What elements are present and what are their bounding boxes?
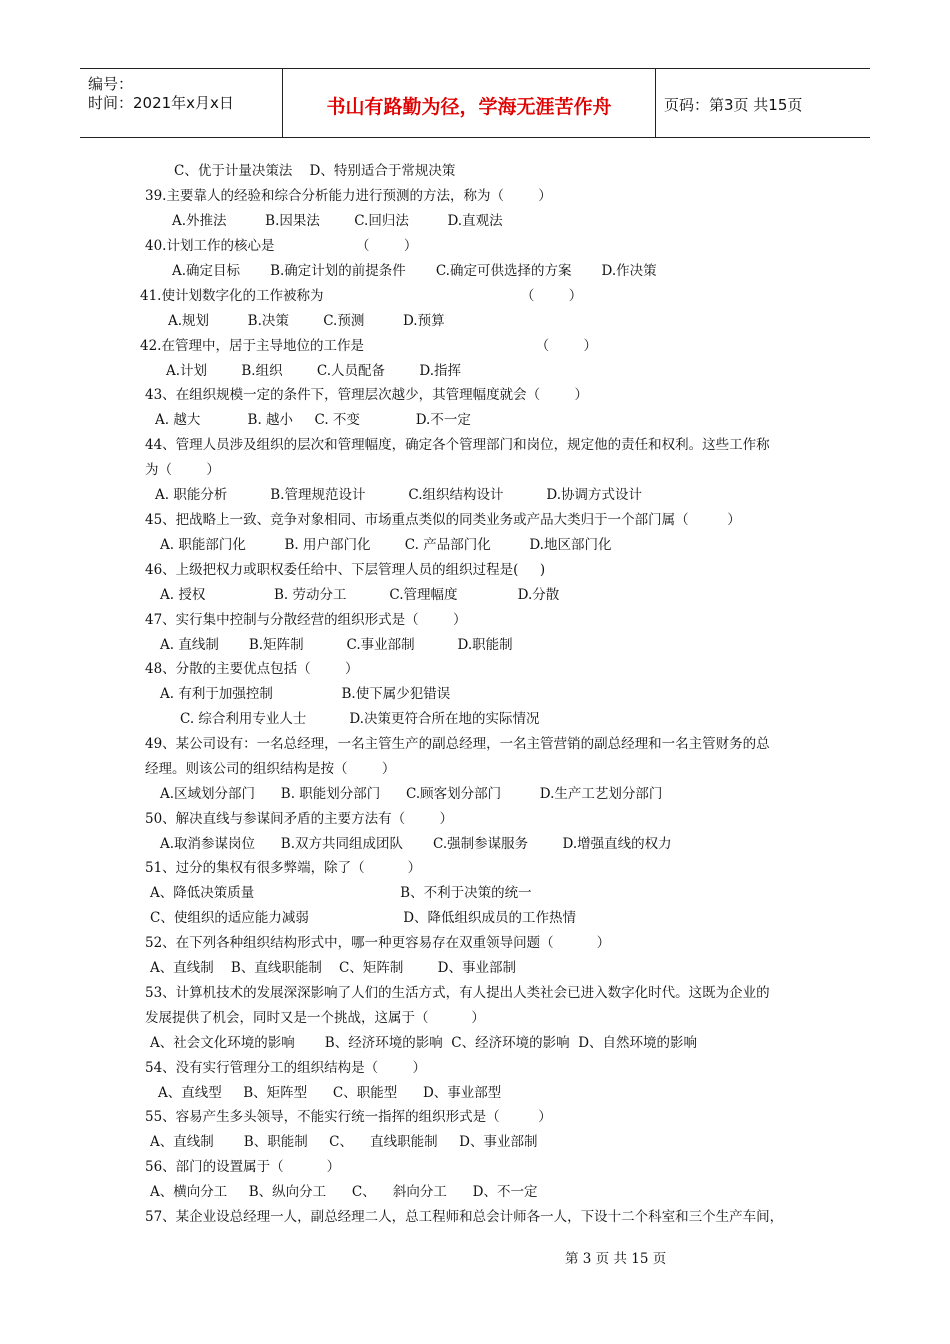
text-line: A、社会文化环境的影响 B、经济环境的影响 C、经济环境的影响 D、自然环境的影响 bbox=[150, 1035, 698, 1051]
text-line: 57、某企业设总经理一人，副总经理二人，总工程师和总会计师各一人，下设十二个科室和三个生产车间， bbox=[145, 1209, 784, 1225]
text-line: A.确定目标 B.确定计划的前提条件 C.确定可供选择的方案 D.作决策 bbox=[172, 263, 657, 279]
text-line: 经理。则该公司的组织结构是按（ ） bbox=[145, 761, 396, 777]
text-line: 41.使计划数字化的工作被称为 （ ） bbox=[140, 288, 583, 304]
motto-text: 书山有路勤为径，学海无涯苦作舟 bbox=[326, 96, 612, 118]
text-line: A.区域划分部门 B. 职能划分部门 C.顾客划分部门 D.生产工艺划分部门 bbox=[160, 786, 663, 802]
text-line: 50、解决直线与参谋间矛盾的主要方法有（ ） bbox=[145, 811, 454, 827]
text-line: A、直线制 B、直线职能制 C、矩阵制 D、事业部制 bbox=[150, 960, 516, 976]
text-line: A. 职能部门化 B. 用户部门化 C. 产品部门化 D.地区部门化 bbox=[160, 537, 612, 553]
text-line: C、使组织的适应能力减弱 D、降低组织成员的工作热情 bbox=[150, 910, 577, 926]
text-line: A、横向分工 B、纵向分工 C、 斜向分工 D、不一定 bbox=[150, 1184, 538, 1200]
text-line: 56、部门的设置属于（ ） bbox=[145, 1159, 341, 1175]
time-label: 时间：2021年x月x日 bbox=[88, 94, 234, 112]
text-line: C、优于计量决策法 D、特别适合于常规决策 bbox=[174, 163, 456, 179]
text-line: 为（ ） bbox=[145, 462, 220, 478]
text-line: 45、把战略上一致、竞争对象相同、市场重点类似的同类业务或产品大类归于一个部门属（ ） bbox=[145, 512, 741, 528]
text-line: A、降低决策质量 B、不利于决策的统一 bbox=[150, 885, 532, 901]
text-line: 53、计算机技术的发展深深影响了人们的生活方式，有人提出人类社会已进入数字化时代。这既为企业的 bbox=[145, 985, 770, 1001]
page-number-label: 页码：第3页 共15页 bbox=[664, 96, 803, 114]
text-line: 40.计划工作的核心是 （ ） bbox=[145, 238, 418, 254]
serial-label: 编号： bbox=[88, 75, 134, 93]
text-line: A.规划 B.决策 C.预测 D.预算 bbox=[168, 313, 445, 329]
text-line: A.取消参谋岗位 B.双方共同组成团队 C.强制参谋服务 D.增强直线的权力 bbox=[160, 836, 672, 852]
header-page-cell bbox=[656, 69, 870, 137]
text-line: A、直线型 B、矩阵型 C、职能型 D、事业部型 bbox=[158, 1085, 502, 1101]
text-line: 44、管理人员涉及组织的层次和管理幅度，确定各个管理部门和岗位，规定他的责任和权利。这些工作称 bbox=[145, 437, 770, 453]
text-line: 51、过分的集权有很多弊端，除了（ ） bbox=[145, 860, 422, 876]
text-line: 54、没有实行管理分工的组织结构是（ ） bbox=[145, 1060, 427, 1076]
page-header bbox=[80, 68, 870, 138]
header-motto-cell bbox=[283, 69, 656, 137]
text-line: 48、分散的主要优点包括（ ） bbox=[145, 661, 359, 677]
text-line: C. 综合利用专业人士 D.决策更符合所在地的实际情况 bbox=[180, 711, 540, 727]
text-line: A.外推法 B.因果法 C.回归法 D.直观法 bbox=[172, 213, 503, 229]
text-line: 39.主要靠人的经验和综合分析能力进行预测的方法，称为（ ） bbox=[145, 188, 552, 204]
text-line: 55、容易产生多头领导，不能实行统一指挥的组织形式是（ ） bbox=[145, 1109, 552, 1125]
text-line: A. 有利于加强控制 B.使下属少犯错误 bbox=[160, 686, 451, 702]
text-line: A、直线制 B、职能制 C、 直线职能制 D、事业部制 bbox=[150, 1134, 538, 1150]
text-line: 47、实行集中控制与分散经营的组织形式是（ ） bbox=[145, 612, 467, 628]
header-left-cell bbox=[80, 69, 283, 137]
text-line: A. 直线制 B.矩阵制 C.事业部制 D.职能制 bbox=[160, 637, 513, 653]
text-line: 43、在组织规模一定的条件下，管理层次越少，其管理幅度就会（ ） bbox=[145, 387, 589, 403]
text-line: 49、某公司设有：一名总经理，一名主管生产的副总经理，一名主管营销的副总经理和一名主管财务的总 bbox=[145, 736, 770, 752]
text-line: 42.在管理中，居于主导地位的工作是 （ ） bbox=[140, 338, 597, 354]
text-line: A.计划 B.组织 C.人员配备 D.指挥 bbox=[166, 363, 462, 379]
text-line: A. 职能分析 B.管理规范设计 C.组织结构设计 D.协调方式设计 bbox=[155, 487, 643, 503]
text-line: A. 越大 B. 越小 C. 不变 D.不一定 bbox=[155, 412, 471, 428]
text-line: 52、在下列各种组织结构形式中，哪一种更容易存在双重领导问题（ ） bbox=[145, 935, 611, 951]
text-line: 发展提供了机会，同时又是一个挑战，这属于（ ） bbox=[145, 1010, 485, 1026]
page-footer: 第 3 页 共 15 页 bbox=[565, 1251, 667, 1267]
text-line: 46、上级把权力或职权委任给中、下层管理人员的组织过程是( ) bbox=[145, 562, 546, 578]
text-line: A. 授权 B. 劳动分工 C.管理幅度 D.分散 bbox=[160, 587, 560, 603]
